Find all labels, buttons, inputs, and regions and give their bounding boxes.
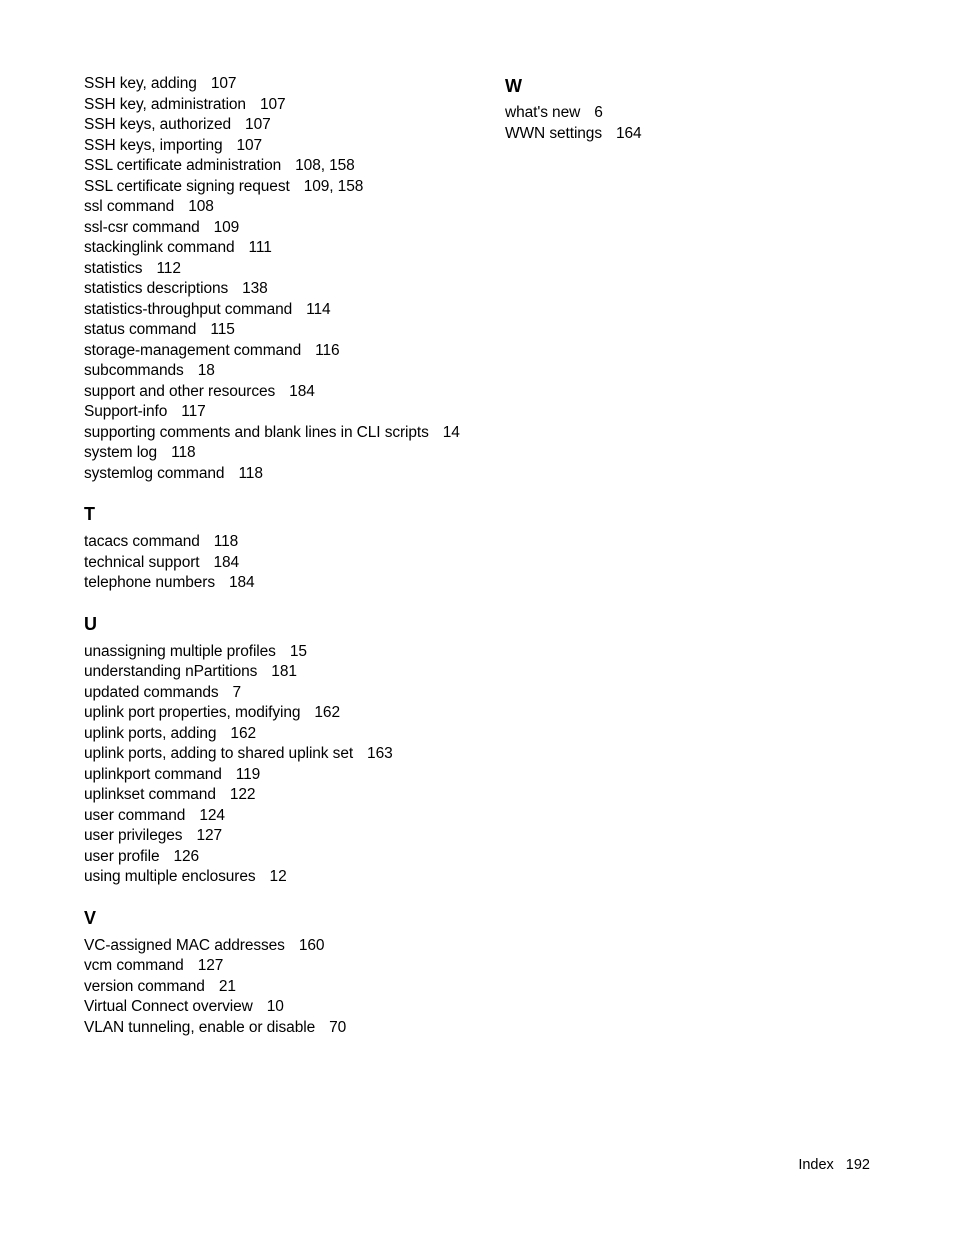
index-term: SSH keys, importing bbox=[84, 136, 223, 154]
index-term: telephone numbers bbox=[84, 574, 216, 591]
index-page-link[interactable]: 21 bbox=[218, 977, 236, 995]
index-entry bbox=[84, 300, 484, 321]
index-section bbox=[84, 612, 484, 888]
index-entry bbox=[84, 259, 484, 280]
index-term: status command bbox=[84, 321, 197, 338]
index-entry bbox=[84, 997, 484, 1018]
index-entry bbox=[84, 115, 484, 136]
index-term: stackinglink command bbox=[84, 239, 235, 256]
index-page-link[interactable]: 160 bbox=[298, 936, 325, 954]
index-term: systemlog command bbox=[84, 464, 225, 482]
index-page-link[interactable]: 118 bbox=[238, 464, 263, 482]
index-term: SSH key, adding bbox=[84, 75, 197, 92]
index-page-link[interactable]: 162 bbox=[230, 724, 256, 742]
index-page-link[interactable]: 126 bbox=[173, 847, 200, 865]
index-entry bbox=[84, 95, 484, 116]
index-term: statistics-throughput command bbox=[84, 300, 293, 318]
index-term: WWN settings bbox=[505, 124, 602, 142]
index-page-link[interactable]: 184 bbox=[229, 574, 255, 591]
index-term: statistics bbox=[84, 259, 143, 277]
index-page-link[interactable]: 109, 158 bbox=[303, 177, 364, 195]
index-term: uplinkset command bbox=[84, 786, 216, 803]
index-term: user command bbox=[84, 806, 186, 824]
index-entry bbox=[84, 423, 484, 444]
index-entry bbox=[84, 977, 484, 998]
index-term: VC-assigned MAC addresses bbox=[84, 936, 285, 954]
index-page-link[interactable]: 109 bbox=[213, 218, 240, 236]
index-page-link[interactable]: 107 bbox=[245, 116, 271, 133]
index-term: uplink ports, adding bbox=[84, 724, 217, 742]
index-page-link[interactable]: 18 bbox=[197, 362, 215, 379]
index-entry bbox=[84, 785, 484, 806]
index-term: using multiple enclosures bbox=[84, 868, 256, 885]
index-term: ssl command bbox=[84, 198, 175, 215]
index-column-right bbox=[505, 74, 865, 144]
index-term: unassigning multiple profiles bbox=[84, 642, 276, 660]
index-page-link[interactable]: 70 bbox=[329, 1018, 347, 1036]
index-page-link[interactable]: 6 bbox=[594, 104, 603, 121]
index-entry bbox=[84, 642, 484, 663]
page-footer bbox=[798, 1157, 870, 1173]
index-entry bbox=[84, 74, 484, 95]
index-page-link[interactable]: 181 bbox=[271, 663, 297, 680]
index-term: uplinkport command bbox=[84, 765, 222, 783]
index-entry bbox=[84, 238, 484, 259]
index-term: uplink port properties, modifying bbox=[84, 704, 301, 721]
index-entry bbox=[84, 765, 484, 786]
index-entry bbox=[84, 956, 484, 977]
index-page-link[interactable]: 112 bbox=[156, 259, 181, 277]
index-entry bbox=[84, 662, 484, 683]
index-entry bbox=[505, 124, 865, 145]
index-page-link[interactable]: 115 bbox=[210, 321, 235, 338]
footer-label: Index bbox=[798, 1157, 834, 1173]
index-page-link[interactable]: 117 bbox=[181, 403, 206, 420]
index-entry bbox=[84, 136, 484, 157]
index-page-link[interactable]: 162 bbox=[314, 704, 340, 721]
index-section bbox=[84, 906, 484, 1039]
index-page-link[interactable]: 122 bbox=[229, 786, 256, 803]
index-term: tacacs command bbox=[84, 533, 200, 550]
index-term: SSH key, administration bbox=[84, 95, 246, 113]
index-term: storage-management command bbox=[84, 341, 302, 359]
index-entry bbox=[84, 826, 484, 847]
index-term: SSL certificate administration bbox=[84, 157, 282, 174]
index-section bbox=[84, 502, 484, 594]
index-section bbox=[505, 74, 865, 144]
index-term: user profile bbox=[84, 847, 160, 865]
index-page-link[interactable]: 111 bbox=[248, 239, 272, 256]
index-term: vcm command bbox=[84, 957, 184, 974]
index-page-link[interactable]: 118 bbox=[213, 533, 239, 550]
index-entry bbox=[84, 279, 484, 300]
index-term: SSL certificate signing request bbox=[84, 177, 290, 195]
index-page-link[interactable]: 119 bbox=[235, 765, 261, 783]
index-section-letter: U bbox=[84, 613, 97, 634]
index-entry bbox=[84, 553, 484, 574]
index-term: statistics descriptions bbox=[84, 280, 229, 297]
index-entry bbox=[84, 532, 484, 553]
index-page-link[interactable]: 107 bbox=[210, 75, 237, 92]
index-page-link[interactable]: 107 bbox=[236, 136, 263, 154]
index-term: subcommands bbox=[84, 362, 184, 379]
index-section bbox=[84, 74, 484, 484]
footer-page-number: 192 bbox=[845, 1157, 870, 1173]
index-page-link[interactable]: 127 bbox=[197, 957, 224, 974]
index-entry bbox=[84, 1018, 484, 1039]
index-entry bbox=[84, 703, 484, 724]
index-term: uplink ports, adding to shared uplink set bbox=[84, 745, 354, 762]
index-entry bbox=[84, 320, 484, 341]
index-entry bbox=[84, 724, 484, 745]
index-page-link[interactable]: 184 bbox=[289, 382, 315, 400]
index-entry bbox=[84, 218, 484, 239]
index-entry bbox=[84, 443, 484, 464]
index-page-link[interactable]: 7 bbox=[232, 683, 242, 701]
index-term: user privileges bbox=[84, 827, 183, 844]
index-page-link[interactable]: 15 bbox=[289, 642, 307, 660]
index-term: SSH keys, authorized bbox=[84, 116, 232, 133]
index-page-link[interactable]: 108, 158 bbox=[295, 157, 355, 174]
index-entry bbox=[84, 341, 484, 362]
index-term: support and other resources bbox=[84, 382, 276, 400]
index-term: Virtual Connect overview bbox=[84, 998, 253, 1015]
index-entry bbox=[84, 156, 484, 177]
index-page-link[interactable]: 108 bbox=[188, 198, 214, 215]
index-entry bbox=[84, 847, 484, 868]
index-entry bbox=[84, 402, 484, 423]
index-term: what's new bbox=[505, 104, 581, 121]
index-term: updated commands bbox=[84, 683, 219, 701]
index-page-link[interactable]: 138 bbox=[242, 280, 268, 297]
index-page-link[interactable]: 163 bbox=[367, 745, 393, 762]
index-term: Support-info bbox=[84, 403, 168, 420]
index-page-link[interactable]: 127 bbox=[196, 827, 222, 844]
index-page-link[interactable]: 164 bbox=[615, 124, 642, 142]
index-column-left bbox=[84, 74, 484, 1038]
index-page-link[interactable]: 10 bbox=[266, 998, 284, 1015]
index-entry bbox=[84, 683, 484, 704]
index-term: understanding nPartitions bbox=[84, 663, 258, 680]
index-entry bbox=[84, 867, 484, 888]
index-page-link[interactable]: 184 bbox=[213, 553, 240, 571]
index-entry bbox=[84, 573, 484, 594]
index-page-link[interactable]: 14 bbox=[442, 423, 460, 441]
index-term: system log bbox=[84, 444, 158, 461]
index-page-link[interactable]: 114 bbox=[306, 300, 331, 318]
index-page-link[interactable]: 118 bbox=[171, 444, 196, 461]
index-term: VLAN tunneling, enable or disable bbox=[84, 1018, 316, 1036]
index-entry bbox=[84, 197, 484, 218]
index-entry bbox=[84, 464, 484, 485]
index-entry bbox=[84, 806, 484, 827]
index-entry bbox=[84, 361, 484, 382]
index-term: ssl-csr command bbox=[84, 218, 200, 236]
index-entry bbox=[505, 103, 865, 124]
index-entry bbox=[84, 177, 484, 198]
index-section-letter: V bbox=[84, 907, 97, 928]
index-page-link[interactable]: 107 bbox=[259, 95, 286, 113]
index-section-letter: W bbox=[505, 76, 522, 96]
index-term: version command bbox=[84, 977, 205, 995]
index-page-link[interactable]: 116 bbox=[315, 341, 340, 359]
index-term: technical support bbox=[84, 553, 200, 571]
index-entry bbox=[84, 382, 484, 403]
index-entry bbox=[84, 744, 484, 765]
index-entry bbox=[84, 936, 484, 957]
index-section-letter: T bbox=[84, 504, 95, 524]
index-page-link[interactable]: 124 bbox=[199, 806, 225, 824]
index-page-link[interactable]: 12 bbox=[269, 868, 287, 885]
index-term: supporting comments and blank lines in CLI scripts bbox=[84, 423, 429, 441]
